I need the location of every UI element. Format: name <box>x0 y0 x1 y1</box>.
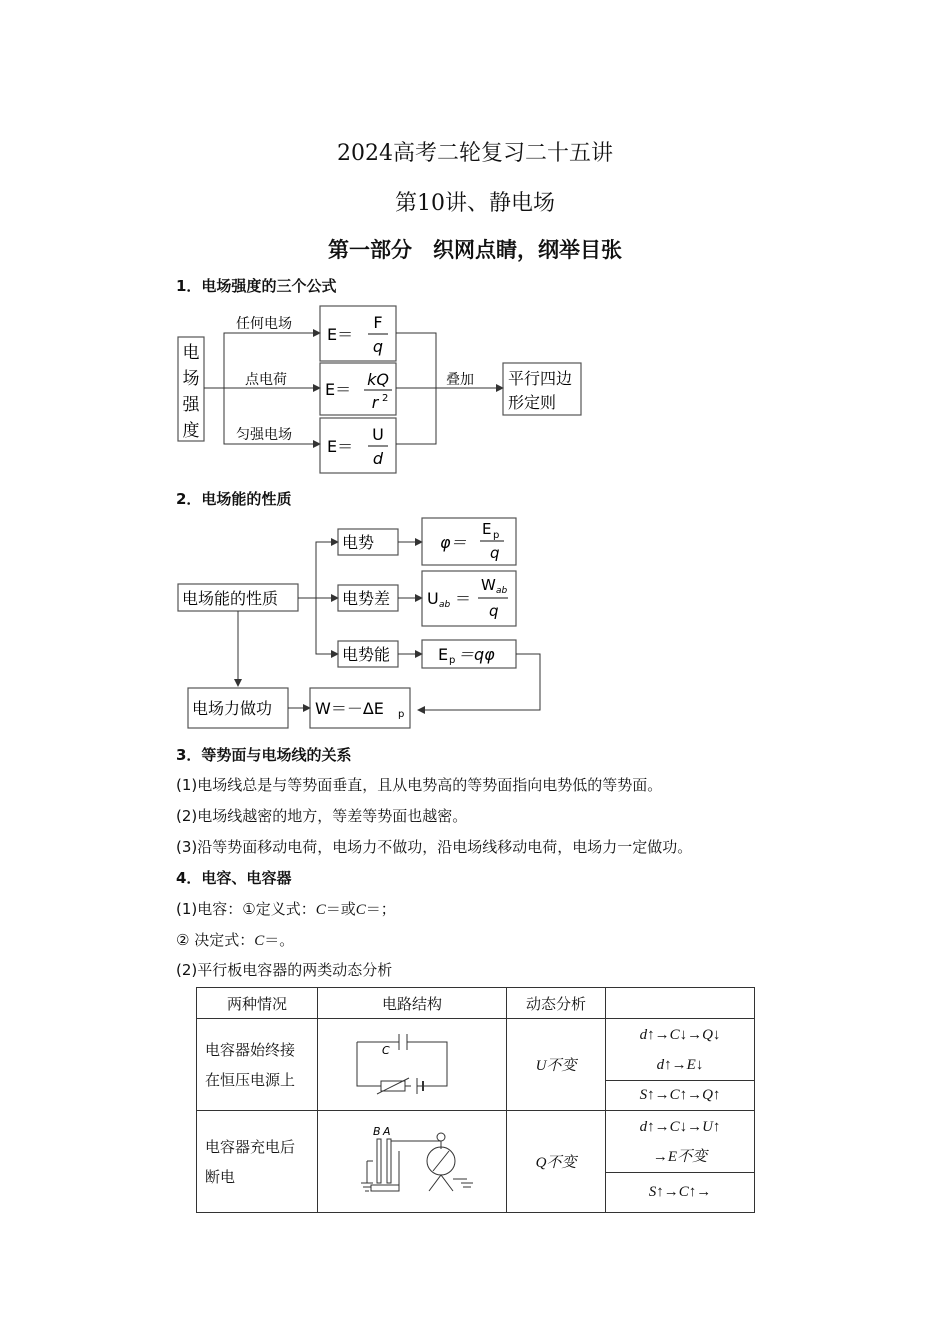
svg-text:q: q <box>372 337 384 356</box>
svg-text:U: U <box>372 425 384 444</box>
svg-text:电势能: 电势能 <box>342 645 391 664</box>
svg-text:φ＝: φ＝ <box>440 533 467 552</box>
circuit-cell <box>318 1111 507 1213</box>
svg-text:E: E <box>438 645 449 664</box>
table-cell: d↑→C↓→Q↓ d↑→E↓ <box>606 1019 755 1081</box>
lecture-title: 第10讲、静电场 <box>395 191 555 216</box>
svg-text:r: r <box>371 393 379 412</box>
electroscope-apparatus <box>337 1121 487 1199</box>
svg-text:E＝: E＝ <box>325 380 352 399</box>
circuit-cell <box>318 1019 507 1111</box>
table-cell: S↑→C↑→Q↑ <box>606 1081 755 1111</box>
section3-heading: 3．等势面与电场线的关系 <box>176 746 352 764</box>
svg-text:p: p <box>449 655 456 666</box>
relation-item-2: (2)电场线越密的地方，等差等势面也越密。 <box>176 807 468 825</box>
svg-text:W＝－ΔE: W＝－ΔE <box>315 699 384 718</box>
svg-text:B: B <box>373 1124 381 1138</box>
svg-text:电势: 电势 <box>342 533 375 552</box>
svg-text:ab: ab <box>439 600 451 610</box>
table-cell: U不变 <box>507 1019 606 1111</box>
branch1-label: 任何电场 <box>236 316 292 332</box>
constant-voltage-circuit <box>337 1028 487 1098</box>
result-line2: 形定则 <box>508 393 557 412</box>
table-cell: Q不变 <box>507 1111 606 1213</box>
svg-text:d: d <box>372 449 384 468</box>
svg-text:E＝: E＝ <box>327 437 354 456</box>
svg-text:U: U <box>427 589 439 608</box>
root-char: 场 <box>182 369 200 389</box>
table-cell: S↑→C↑→ <box>606 1173 755 1213</box>
svg-text:电势差: 电势差 <box>342 589 391 608</box>
capacitor-table <box>196 987 755 1213</box>
svg-text:ab: ab <box>496 586 508 596</box>
relation-item-1: (1)电场线总是与等势面垂直，且从电势高的等势面指向电势低的等势面。 <box>176 776 663 794</box>
table-header <box>606 988 755 1019</box>
section2-heading: 2．电场能的性质 <box>176 490 292 508</box>
svg-text:E＝: E＝ <box>327 325 354 344</box>
branch2-label: 点电荷 <box>245 372 287 388</box>
root-char: 度 <box>182 421 200 441</box>
svg-text:电场力做功: 电场力做功 <box>192 699 273 718</box>
capacitance-determinant: ② 决定式：C＝。 <box>176 931 295 949</box>
svg-text:A: A <box>383 1124 391 1138</box>
svg-text:C: C <box>382 1043 390 1057</box>
document-title: 2024高考二轮复习二十五讲 <box>337 141 613 166</box>
svg-text:＝qφ: ＝qφ <box>458 645 495 664</box>
part-heading: 第一部分 织网点睛，纲举目张 <box>328 238 622 262</box>
svg-text:kQ: kQ <box>367 370 389 389</box>
table-row: 电容器始终接 在恒压电源上 <box>197 1019 318 1111</box>
table-header: 电路结构 <box>318 988 507 1019</box>
table-header: 动态分析 <box>507 988 606 1019</box>
relation-item-3: (3)沿等势面移动电荷，电场力不做功，沿电场线移动电荷，电场力一定做功。 <box>176 838 693 856</box>
root-label: 电场能的性质 <box>182 589 279 608</box>
svg-text:E: E <box>482 520 492 538</box>
svg-text:q: q <box>489 602 499 620</box>
svg-text:2: 2 <box>382 393 389 404</box>
svg-text:W: W <box>481 576 496 594</box>
table-header: 两种情况 <box>197 988 318 1019</box>
field-strength-diagram <box>170 300 600 480</box>
section4-heading: 4．电容、电容器 <box>176 869 292 887</box>
table-row: 电容器充电后 断电 <box>197 1111 318 1213</box>
section1-heading: 1．电场强度的三个公式 <box>176 277 337 295</box>
potential-energy-diagram <box>170 510 550 735</box>
root-char: 电 <box>182 343 200 363</box>
capacitance-definition: (1)电容：①定义式：C＝或C＝； <box>176 900 396 918</box>
branch3-label: 匀强电场 <box>236 427 292 443</box>
svg-text:＝: ＝ <box>455 589 472 608</box>
svg-text:F: F <box>373 313 383 332</box>
svg-text:q: q <box>490 544 500 562</box>
table-cell: d↑→C↓→U↑ →E不变 <box>606 1111 755 1173</box>
merge-label: 叠加 <box>446 372 474 388</box>
dynamic-analysis-title: (2)平行板电容器的两类动态分析 <box>176 961 393 979</box>
svg-text:p: p <box>398 709 405 720</box>
root-char: 强 <box>182 395 200 415</box>
result-line1: 平行四边 <box>508 369 573 388</box>
svg-text:p: p <box>493 530 500 541</box>
